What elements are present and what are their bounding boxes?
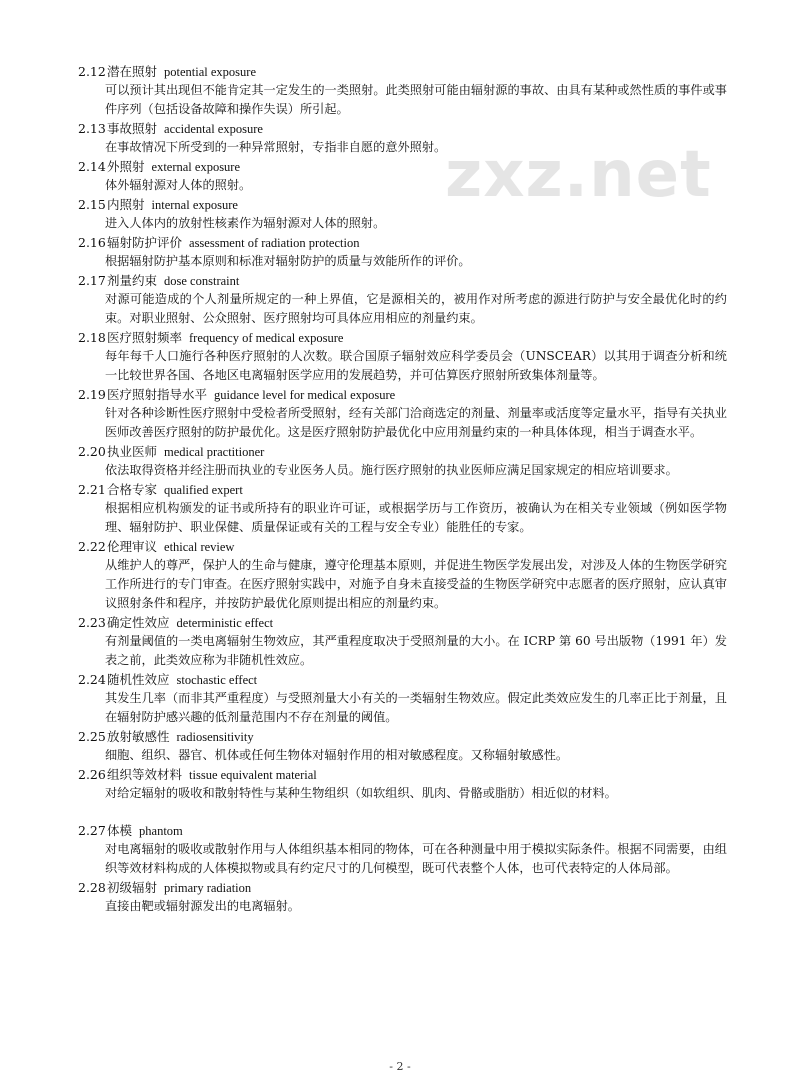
term-entry <box>78 821 728 878</box>
term-heading <box>78 328 728 347</box>
term-english: assessment of radiation protection <box>189 236 360 250</box>
term-heading <box>78 385 728 404</box>
term-number: 2.25 <box>78 729 106 744</box>
term-english: stochastic effect <box>176 673 258 687</box>
term-entry <box>78 157 728 195</box>
term-chinese: 随机性效应 <box>107 672 170 687</box>
term-chinese: 外照射 <box>107 159 145 174</box>
term-definition: 在事故情况下所受到的一种异常照射，专指非自愿的意外照射。 <box>105 140 447 154</box>
term-english: qualified expert <box>164 483 243 497</box>
term-chinese: 组织等效材料 <box>107 767 183 782</box>
term-number: 2.23 <box>78 615 106 630</box>
term-heading <box>78 727 728 746</box>
term-chinese: 初级辐射 <box>107 880 158 895</box>
term-definition: 根据辐射防护基本原则和标准对辐射防护的质量与效能所作的评价。 <box>105 254 471 268</box>
term-english: primary radiation <box>164 881 252 895</box>
term-english: accidental exposure <box>164 122 263 136</box>
term-entry <box>78 765 728 803</box>
term-heading <box>78 537 728 556</box>
term-entry <box>78 442 728 480</box>
term-chinese: 伦理审议 <box>107 539 158 554</box>
term-chinese: 医疗照射频率 <box>107 330 183 345</box>
term-number: 2.18 <box>78 330 106 345</box>
term-chinese: 确定性效应 <box>107 615 170 630</box>
term-heading <box>78 878 728 897</box>
term-number: 2.20 <box>78 444 106 459</box>
term-number: 2.27 <box>78 823 106 838</box>
term-chinese: 医疗照射指导水平 <box>107 387 208 402</box>
term-number: 2.12 <box>78 64 106 79</box>
term-number: 2.13 <box>78 121 106 136</box>
term-entry <box>78 878 728 916</box>
term-chinese: 体模 <box>107 823 133 838</box>
term-entry <box>78 233 728 271</box>
term-entry <box>78 195 728 233</box>
term-heading <box>78 765 728 784</box>
term-english: internal exposure <box>151 198 238 212</box>
term-number: 2.14 <box>78 159 106 174</box>
term-chinese: 执业医师 <box>107 444 158 459</box>
term-english: dose constraint <box>164 274 240 288</box>
term-heading <box>78 442 728 461</box>
term-chinese: 事故照射 <box>107 121 158 136</box>
term-entry <box>78 613 728 670</box>
term-heading <box>78 821 728 840</box>
term-definition: 从维护人的尊严，保护人的生命与健康，遵守伦理基本原则，并促进生物医学发展出发，对涉及人体的生物医学研究工作所进行的专门审查。在医疗照射实践中，对施予自身未直接受益的生物医学研究中志愿者的医疗照射，应认真审议照射条件和程序，并按防护最优化原则提出相应的剂量约束。 <box>105 558 727 610</box>
term-english: deterministic effect <box>176 616 274 630</box>
term-heading <box>78 157 728 176</box>
term-heading <box>78 271 728 290</box>
term-heading <box>78 670 728 689</box>
term-number: 2.24 <box>78 672 106 687</box>
term-heading <box>78 233 728 252</box>
term-list <box>78 62 728 916</box>
term-definition: 每年每千人口施行各种医疗照射的人次数。联合国原子辐射效应科学委员会（UNSCEAR）以其用于调查分析和统一比较世界各国、各地区电离辐射医学应用的发展趋势，并可估算医疗照射所致集体剂量等。 <box>105 349 727 382</box>
term-definition: 体外辐射源对人体的照射。 <box>105 178 252 192</box>
term-number: 2.19 <box>78 387 106 402</box>
term-number: 2.28 <box>78 880 106 895</box>
term-english: potential exposure <box>164 65 257 79</box>
term-english: ethical review <box>164 540 235 554</box>
term-number: 2.17 <box>78 273 106 288</box>
term-definition: 对给定辐射的吸收和散射特性与某种生物组织（如软组织、肌肉、骨骼或脂肪）相近似的材料。 <box>105 786 617 800</box>
term-chinese: 放射敏感性 <box>107 729 170 744</box>
term-entry <box>78 271 728 328</box>
term-english: guidance level for medical exposure <box>214 388 396 402</box>
term-entry <box>78 328 728 385</box>
term-chinese: 潜在照射 <box>107 64 158 79</box>
term-definition: 根据相应机构颁发的证书或所持有的职业许可证，或根据学历与工作资历，被确认为在相关专业领域（例如医学物理、辐射防护、职业保健、质量保证或有关的工程与安全专业）能胜任的专家。 <box>105 501 727 534</box>
term-entry <box>78 537 728 613</box>
term-number: 2.26 <box>78 767 106 782</box>
term-heading <box>78 613 728 632</box>
term-definition: 对源可能造成的个人剂量所规定的一种上界值，它是源相关的，被用作对所考虑的源进行防护与安全最优化时的约束。对职业照射、公众照射、医疗照射均可具体应用相应的剂量约束。 <box>105 292 727 325</box>
term-chinese: 辐射防护评价 <box>107 235 183 250</box>
term-definition: 进入人体内的放射性核素作为辐射源对人体的照射。 <box>105 216 386 230</box>
page-number: - 2 - <box>389 1060 411 1073</box>
term-entry <box>78 62 728 119</box>
term-heading <box>78 119 728 138</box>
term-definition: 直接由靶或辐射源发出的电离辐射。 <box>105 899 300 913</box>
term-english: frequency of medical exposure <box>189 331 344 345</box>
watermark: zxz.net <box>445 138 712 212</box>
term-heading <box>78 62 728 81</box>
term-chinese: 合格专家 <box>107 482 158 497</box>
term-definition: 细胞、组织、器官、机体或任何生物体对辐射作用的相对敏感程度。又称辐射敏感性。 <box>105 748 569 762</box>
term-number: 2.21 <box>78 482 106 497</box>
term-entry <box>78 670 728 727</box>
term-definition: 可以预计其出现但不能肯定其一定发生的一类照射。此类照射可能由辐射源的事故、由具有某种或然性质的事件或事件序列（包括设备故障和操作失误）所引起。 <box>105 83 727 116</box>
term-definition: 其发生几率（而非其严重程度）与受照剂量大小有关的一类辐射生物效应。假定此类效应发生的几率正比于剂量，且在辐射防护感兴趣的低剂量范围内不存在剂量的阈值。 <box>105 691 727 724</box>
term-number: 2.16 <box>78 235 106 250</box>
term-entry <box>78 727 728 765</box>
term-entry <box>78 385 728 442</box>
term-entry <box>78 480 728 537</box>
term-heading <box>78 195 728 214</box>
term-english: tissue equivalent material <box>189 768 317 782</box>
term-number: 2.15 <box>78 197 106 212</box>
term-definition: 有剂量阈值的一类电离辐射生物效应，其严重程度取决于受照剂量的大小。在 ICRP 第 60 号出版物（1991 年）发表之前，此类效应称为非随机性效应。 <box>105 634 727 667</box>
term-chinese: 剂量约束 <box>107 273 158 288</box>
term-chinese: 内照射 <box>107 197 145 212</box>
term-english: external exposure <box>151 160 241 174</box>
term-english: radiosensitivity <box>176 730 254 744</box>
term-entry <box>78 119 728 157</box>
term-english: phantom <box>139 824 183 838</box>
term-definition: 对电离辐射的吸收或散射作用与人体组织基本相同的物体，可在各种测量中用于模拟实际条件。根据不同需要，由组织等效材料构成的人体模拟物或具有约定尺寸的几何模型，既可代表整个人体，也可代表特定的人体局部。 <box>105 842 727 875</box>
term-english: medical practitioner <box>164 445 265 459</box>
term-heading <box>78 480 728 499</box>
term-definition: 依法取得资格并经注册而执业的专业医务人员。施行医疗照射的执业医师应满足国家规定的相应培训要求。 <box>105 463 678 477</box>
term-number: 2.22 <box>78 539 106 554</box>
term-definition: 针对各种诊断性医疗照射中受检者所受照射，经有关部门洽商选定的剂量、剂量率或活度等定量水平，指导有关执业医师改善医疗照射的防护最优化。这是医疗照射防护最优化中应用剂量约束的一种具体体现，相当于调查水平。 <box>105 406 727 439</box>
